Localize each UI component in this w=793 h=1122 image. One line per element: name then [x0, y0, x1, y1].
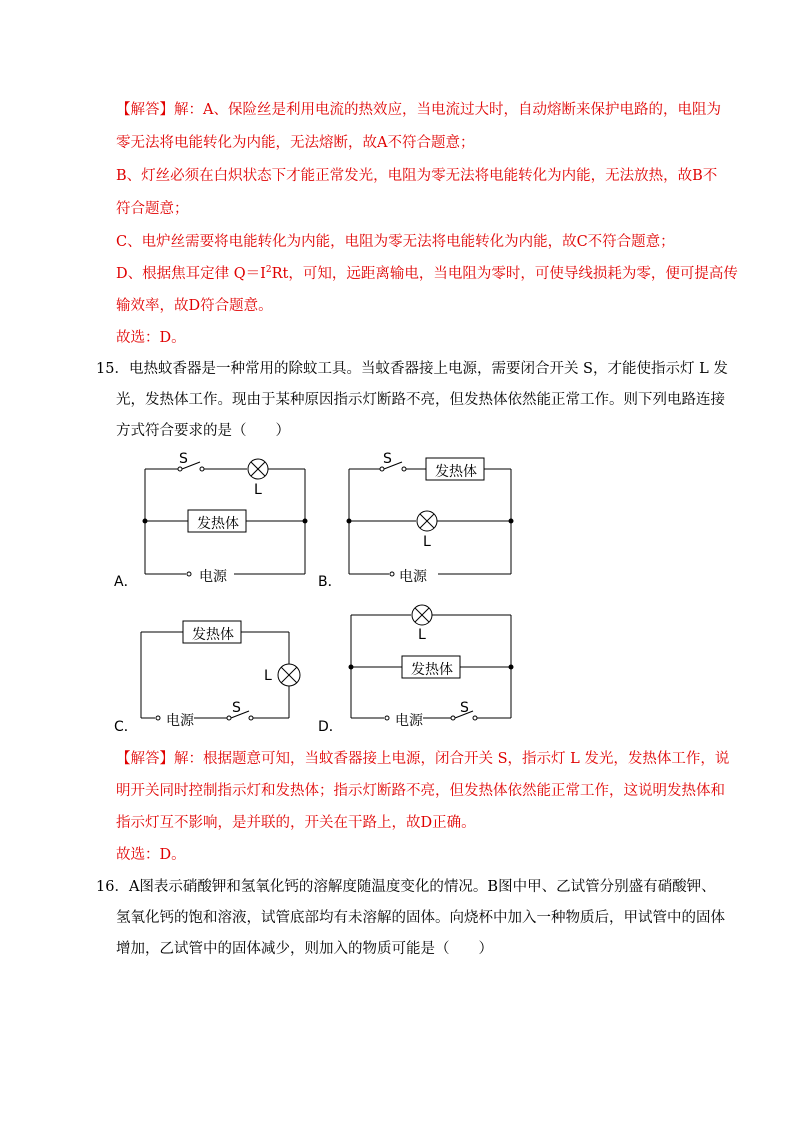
power-label-b: 电源 — [399, 569, 427, 585]
power-label-d: 电源 — [395, 713, 423, 729]
q16-line-2: 氢氧化钙的饱和溶液，试管底部均有未溶解的固体。向烧杯中加入一种物质后，甲试管中的固体 — [116, 910, 725, 926]
lamp-label-a: L — [254, 482, 262, 498]
q14-answer-line-1: 【解答】解：A、保险丝是利用电流的热效应，当电流过大时，自动熔断来保护电路的，电阻为 — [116, 102, 721, 118]
lamp-icon — [412, 605, 432, 625]
heater-label-c: 发热体 — [192, 627, 234, 643]
switch-label-c: S — [232, 700, 241, 716]
circuit-b — [347, 458, 514, 576]
q14-answer-line-7: 输效率，故D符合题意。 — [116, 298, 273, 314]
q15-line-1: 15．电热蚊香器是一种常用的除蚊工具。当蚊香器接上电源，需要闭合开关 S，才能使指示灯 L 发 — [96, 361, 728, 377]
q15-line-2: 光，发热体工作。现由于某种原因指示灯断路不亮，但发热体依然能正常工作。则下列电路连接 — [116, 392, 725, 408]
lamp-icon — [278, 664, 300, 686]
q15-answer-line-2: 明开关同时控制指示灯和发热体；指示灯断路不亮，但发热体依然能正常工作，这说明发热体和 — [116, 783, 725, 799]
lamp-icon — [248, 459, 268, 479]
q15-answer-choice: 故选：D。 — [116, 847, 186, 863]
option-c-label: C． — [114, 719, 138, 735]
option-a-label: A． — [114, 574, 138, 590]
lamp-icon — [417, 511, 437, 531]
q16-line-1: 16．A图表示硝酸钾和氢氧化钙的溶解度随温度变化的情况。B图中甲、乙试管分别盛有硝酸钾、 — [96, 879, 716, 895]
q15-answer-line-1: 【解答】解：根据题意可知，当蚊香器接上电源，闭合开关 S，指示灯 L 发光，发热体工作，说 — [116, 751, 730, 767]
switch-label-a: S — [179, 451, 188, 467]
heater-label-a: 发热体 — [197, 516, 239, 532]
q16-line-3: 增加，乙试管中的固体减少，则加入的物质可能是（ ） — [116, 941, 493, 957]
superscript-2: 2 — [265, 265, 272, 275]
heater-label-b: 发热体 — [435, 464, 477, 480]
power-label-c: 电源 — [166, 713, 194, 729]
lamp-label-b: L — [423, 534, 431, 550]
q15-line-3: 方式符合要求的是（ ） — [116, 423, 290, 439]
q14-answer-line-2: 零无法将电能转化为内能，无法熔断，故A不符合题意； — [116, 135, 475, 151]
lamp-label-d: L — [418, 627, 426, 643]
lamp-label-c: L — [264, 668, 272, 684]
heater-label-d: 发热体 — [411, 662, 453, 678]
q14-answer-line-6-a: D、根据焦耳定律 Q＝I — [116, 266, 266, 282]
option-b-label: B． — [318, 574, 342, 590]
option-d-label: D． — [318, 719, 343, 735]
q14-answer-choice: 故选：D。 — [116, 330, 186, 346]
q14-answer-line-4: 符合题意； — [116, 201, 189, 217]
power-label-a: 电源 — [199, 569, 227, 585]
q14-answer-line-3: B、灯丝必须在白炽状态下才能正常发光，电阻为零无法将电能转化为内能，无法放热，故B不 — [116, 168, 718, 184]
switch-label-d: S — [460, 700, 469, 716]
q14-answer-line-5: C、电炉丝需要将电能转化为内能，电阻为零无法将电能转化为内能，故C不符合题意； — [116, 234, 675, 250]
q15-answer-line-3: 指示灯互不影响，是并联的，开关在干路上，故D正确。 — [116, 815, 476, 831]
q14-answer-line-6-b: Rt，可知，远距离输电，当电阻为零时，可使导线损耗为零，便可提高传 — [271, 266, 738, 282]
switch-label-b: S — [383, 451, 392, 467]
